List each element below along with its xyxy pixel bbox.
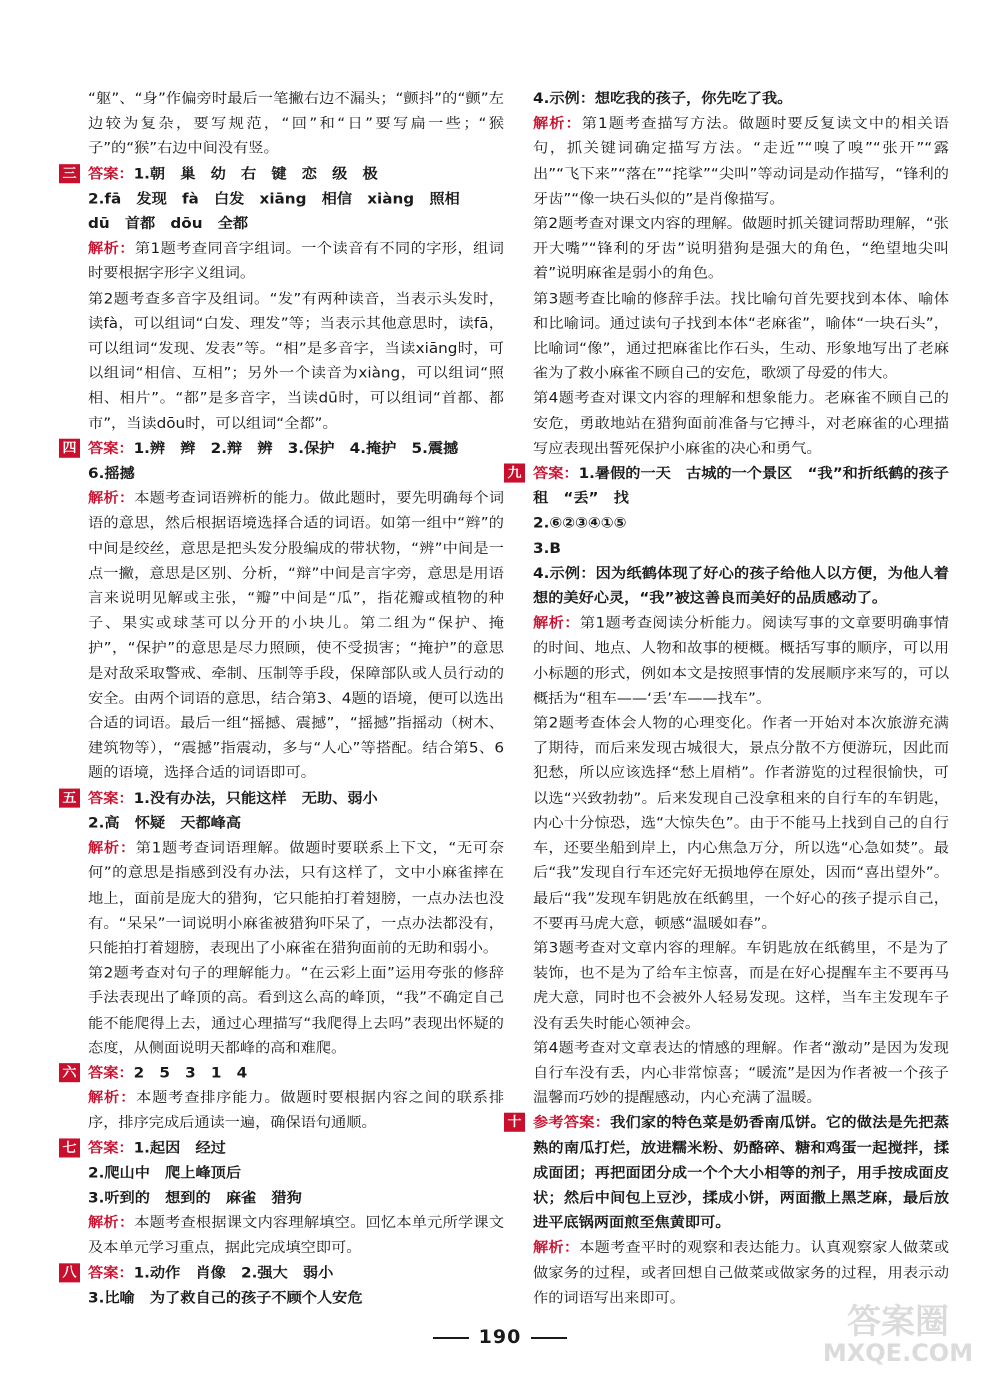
answer-text: 1.朝 巢 幼 右 键 恋 级 极	[133, 164, 378, 182]
section-number-badge: 八	[59, 1263, 80, 1282]
analysis-text: 本题考查根据课文内容理解填空。回忆本单元所学课文及本单元学习重点，据此完成填空即可。	[88, 1213, 505, 1257]
section-number-badge: 十	[504, 1113, 525, 1132]
answer-text: 3.B	[533, 539, 561, 557]
answer-line	[88, 1060, 504, 1085]
answer-line	[533, 1110, 949, 1235]
analysis-paragraph	[533, 710, 949, 935]
answer-line	[88, 785, 504, 810]
section-s5	[62, 785, 505, 1060]
answer-line	[88, 1260, 504, 1285]
section-s7	[62, 1135, 505, 1260]
answer-text: 3.比喻 为了救自己的孩子不顾个人安危	[88, 1288, 363, 1306]
page-number: 190	[478, 1326, 522, 1348]
section-s8b	[533, 86, 949, 461]
section-intro	[88, 86, 504, 161]
answer-line	[88, 810, 504, 835]
answer-label: 答案：	[88, 439, 134, 457]
section-number-badge: 四	[59, 439, 80, 458]
analysis-paragraph	[533, 386, 949, 461]
answer-text: 1.辨 辫 2.辩 辨 3.保护 4.掩护 5.震撼	[133, 439, 459, 457]
answer-line	[88, 1160, 504, 1185]
analysis-label: 解析：	[533, 1238, 580, 1257]
analysis-label: 解析：	[88, 239, 135, 257]
analysis-paragraph	[88, 286, 504, 436]
section-s6	[62, 1060, 505, 1135]
section-s9	[507, 461, 965, 1110]
analysis-text: 第1题考查阅读分析能力。阅读写事的文章要明确事情的时间、地点、人物和故事的梗概。概括写事的顺序，可以用小标题的形式，例如本文是按照事情的发展顺序来写的，可以概括为“租车——‘丢’车——找车”。	[533, 614, 949, 707]
analysis-text: 第1题考查同音字组词。一个读音有不同的字形，组词时要根据字形字义组词。	[88, 239, 504, 282]
analysis-paragraph	[533, 1035, 949, 1110]
analysis-text: 第2题考查对课文内容的理解。做题时抓关键词帮助理解，“张开大嘴”“锋利的牙齿”说明猎狗是强大的角色，“绝望地尖叫着”说明麻雀是弱小的角色。	[533, 214, 949, 282]
answer-text: 2.高 怀疑 天都峰高	[88, 814, 242, 832]
analysis-paragraph	[88, 236, 504, 286]
analysis-paragraph	[533, 935, 949, 1035]
analysis-text: 第1题考查词语理解。做题时要联系上下文，“无可奈何”的意思是指感到没有办法，只有这样了，文中小麻雀摔在地上，面前是庞大的猎狗，它只能拍打着翅膀，一点办法也没有。“呆呆”一词说明小麻雀被猎狗吓呆了，一点办法都没有，只能拍打着翅膀，表现出了小麻雀在猎狗面前的无助和弱小。	[88, 839, 505, 957]
answer-text: 2.爬山中 爬上峰顶后	[88, 1163, 242, 1182]
right-column	[503, 86, 965, 1310]
answer-line	[88, 1185, 504, 1210]
answer-label: 参考答案：	[533, 1113, 611, 1132]
section-number-badge: 七	[59, 1138, 80, 1157]
section-s8	[62, 1260, 504, 1310]
answer-line	[533, 561, 949, 611]
section-s3	[62, 161, 504, 436]
analysis-paragraph	[88, 1085, 504, 1135]
answer-label: 答案：	[88, 789, 134, 807]
answer-label: 答案：	[88, 1138, 134, 1157]
answer-line	[533, 511, 949, 536]
section-number-badge: 九	[504, 464, 525, 483]
answer-text: 4.示例：因为纸鹤体现了好心的孩子给他人以方便，为他人着想的美好心灵，“我”被这善良而美好的品质感动了。	[533, 564, 949, 607]
paragraph: “躯”、“身”作偏旁时最后一笔撇右边不漏头；“颤抖”的“颤”左边较为复杂，要写规范，“回”和“日”要写扁一些；“猴子”的“猴”右边中间没有竖。	[88, 89, 504, 157]
analysis-label: 解析：	[533, 614, 580, 632]
answer-line	[88, 161, 504, 186]
page-number-dash-right	[531, 1337, 567, 1339]
analysis-text: 第2题考查多音字及组词。“发”有两种读音，当表示头发时，读fà，可以组词“白发、理发”等；当表示其他意思时，读fā，可以组词“发现、发表”等。“相”是多音字，当读xiāng时，可以组词“相信、互相”；另外一个读音为xiàng，可以组词“照相、相片”。“都”是多音字，当读dū时，可以组词“首都、都市”，当读dōu时，可以组词“全都”。	[88, 289, 504, 432]
watermark-bottom: MXQE.COM	[822, 1339, 974, 1367]
analysis-text: 本题考查平时的观察和表达能力。认真观察家人做菜或做家务的过程，或者回想自己做菜或做家务的过程，用表示动作的词语写出来即可。	[533, 1238, 950, 1306]
section-number-badge: 五	[59, 788, 80, 807]
analysis-label: 解析：	[88, 1213, 135, 1232]
analysis-paragraph	[88, 486, 504, 786]
answer-line	[88, 186, 504, 211]
answer-line	[88, 1135, 504, 1160]
left-column	[58, 86, 504, 1310]
analysis-label: 解析：	[88, 1088, 137, 1107]
analysis-text: 第3题考查对文章内容的理解。车钥匙放在纸鹤里，不是为了装饰，也不是为了给车主惊喜，而是在好心提醒车主不要再马虎大意，同时也不会被外人轻易发现。这样，当车主发现车子没有丢失时能心领神会。	[533, 939, 949, 1032]
answer-line	[88, 211, 504, 236]
analysis-text: 第3题考查比喻的修辞手法。找比喻句首先要找到本体、喻体和比喻词。通过读句子找到本体“老麻雀”，喻体“一块石头”，比喻词“像”，通过把麻雀比作石头，生动、形象地写出了老麻雀为了救小麻雀不顾自己的安危，歌颂了母爱的伟大。	[533, 289, 949, 382]
answer-text: 1.暑假的一天 古城的一个景区 “我”和折纸鹤的孩子 租 “丢” 找	[533, 464, 965, 507]
analysis-paragraph	[88, 960, 504, 1060]
page-number-dash-left	[433, 1337, 469, 1339]
answer-label: 答案：	[88, 1263, 134, 1282]
analysis-label: 解析：	[88, 489, 135, 507]
analysis-text: 第4题考查对课文内容的理解和想象能力。老麻雀不顾自己的安危，勇敢地站在猎狗面前准备与它搏斗，对老麻雀的心理描写应表现出誓死保护小麻雀的决心和勇气。	[533, 389, 949, 457]
answer-line	[88, 436, 504, 461]
answer-line	[88, 461, 504, 486]
answer-text: dū 首都 dōu 全都	[88, 214, 249, 232]
analysis-label: 解析：	[88, 839, 136, 857]
answer-text: 1.没有办法，只能这样 无助、弱小	[133, 789, 378, 807]
answer-line	[88, 1285, 504, 1310]
analysis-paragraph	[533, 111, 949, 211]
answer-label: 答案：	[533, 464, 579, 482]
analysis-paragraph	[88, 1210, 504, 1260]
section-s10	[507, 1110, 950, 1310]
answer-text: 3.听到的 想到的 麻雀 猎狗	[88, 1188, 302, 1207]
analysis-label: 解析：	[533, 114, 582, 132]
watermark-top: 答案圈	[847, 1302, 949, 1342]
answer-text: 2.⑥②③④①⑤	[533, 514, 627, 532]
analysis-paragraph	[533, 611, 949, 711]
section-s4	[62, 436, 505, 786]
answer-label: 答案：	[88, 1064, 134, 1082]
answer-line	[533, 86, 949, 111]
answer-text: 2.fā 发现 fà 白发 xiāng 相信 xiàng 照相	[88, 189, 460, 207]
section-number-badge: 六	[59, 1063, 80, 1082]
analysis-text: 本题考查词语辨析的能力。做此题时，要先明确每个词语的意思，然后根据语境选择合适的词语。如第一组中“辫”的中间是绞丝，意思是把头发分股编成的带状物，“辨”中间是一点一撇，意思是区别、分析，“辩”中间是言字旁，意思是用语言来说明见解或主张，“瓣”中间是“瓜”，指花瓣或植物的种子、果实或球茎可以分开的小块儿。第二组为“保护、掩护”，“保护”的意思是尽力照顾，使不受损害；“掩护”的意思是对敌采取警戒、牵制、压制等手段，保障部队或人员行动的安全。由两个词语的意思，结合第3、4题的语境，便可以选出合适的词语。最后一组“摇撼、震撼”，“摇撼”指摇动（树木、建筑物等），“震撼”指震动，多与“人心”等搭配。结合第5、6题的语境，选择合适的词语即可。	[88, 489, 505, 782]
answer-line	[533, 461, 965, 511]
answer-text: 1.起因 经过	[133, 1138, 226, 1157]
answer-line	[533, 536, 949, 561]
analysis-paragraph	[533, 286, 949, 386]
analysis-text: 第1题考查描写方法。做题时要反复读文中的相关语句，抓关键词确定描写方法。“走近”“嗅了嗅”“张开”“露出”“飞下来”“落在”“挓挲”“尖叫”等动词是动作描写，“锋利的牙齿”“像一块石头似的”是肖像描写。	[533, 114, 949, 207]
analysis-text: 本题考查排序能力。做题时要根据内容之间的联系排序，排序完成后通读一遍，确保语句通顺。	[88, 1088, 505, 1132]
analysis-paragraph	[533, 211, 949, 286]
watermark-logo	[808, 1297, 988, 1369]
analysis-text: 第2题考查对句子的理解能力。“在云彩上面”运用夸张的修辞手法表现出了峰顶的高。看到这么高的峰顶，“我”不确定自己能不能爬得上去，通过心理描写“我爬得上去吗”表现出怀疑的态度，从侧面说明天都峰的高和难爬。	[88, 964, 504, 1057]
analysis-paragraph	[88, 835, 504, 960]
answer-label: 答案：	[88, 164, 134, 182]
answer-text: 1.动作 肖像 2.强大 弱小	[133, 1263, 334, 1282]
analysis-text: 第2题考查体会人物的心理变化。作者一开始对本次旅游充满了期待，而后来发现古城很大，景点分散不方便游玩，因此而犯愁，所以应该选择“愁上眉梢”。作者游览的过程很愉快，可以选“兴致勃勃”。后来发现自己没拿租来的自行车的车钥匙，内心十分惊恐，选“大惊失色”。由于不能马上找到自己的自行车，还要坐船到岸上，内心焦急万分，所以选“心急如焚”。最后“我”发现自行车还完好无损地停在原处，因而“喜出望外”。最后“我”发现车钥匙放在纸鹤里，一个好心的孩子提示自己，不要再马虎大意，顿感“温暖如春”。	[533, 714, 949, 932]
answer-text: 2 5 3 1 4	[133, 1064, 248, 1082]
answer-text: 4.示例：想吃我的孩子，你先吃了我。	[533, 89, 793, 107]
answer-text: 6.摇撼	[88, 464, 135, 482]
analysis-text: 第4题考查对文章表达的情感的理解。作者“激动”是因为发现自行车没有丢，内心非常惊喜；“暖流”是因为作者被一个孩子温馨而巧妙的提醒感动，内心充满了温暖。	[533, 1039, 949, 1107]
answer-text: 我们家的特色菜是奶香南瓜饼。它的做法是先把蒸熟的南瓜打烂，放进糯米粉、奶酪碎、糖和鸡蛋一起搅拌，揉成面团；再把面团分成一个个大小相等的剂子，用手按成面皮状；然后中间包上豆沙，揉成小饼，两面撒上黑芝麻，最后放进平底锅两面煎至焦黄即可。	[533, 1113, 950, 1232]
section-number-badge: 三	[59, 164, 80, 183]
